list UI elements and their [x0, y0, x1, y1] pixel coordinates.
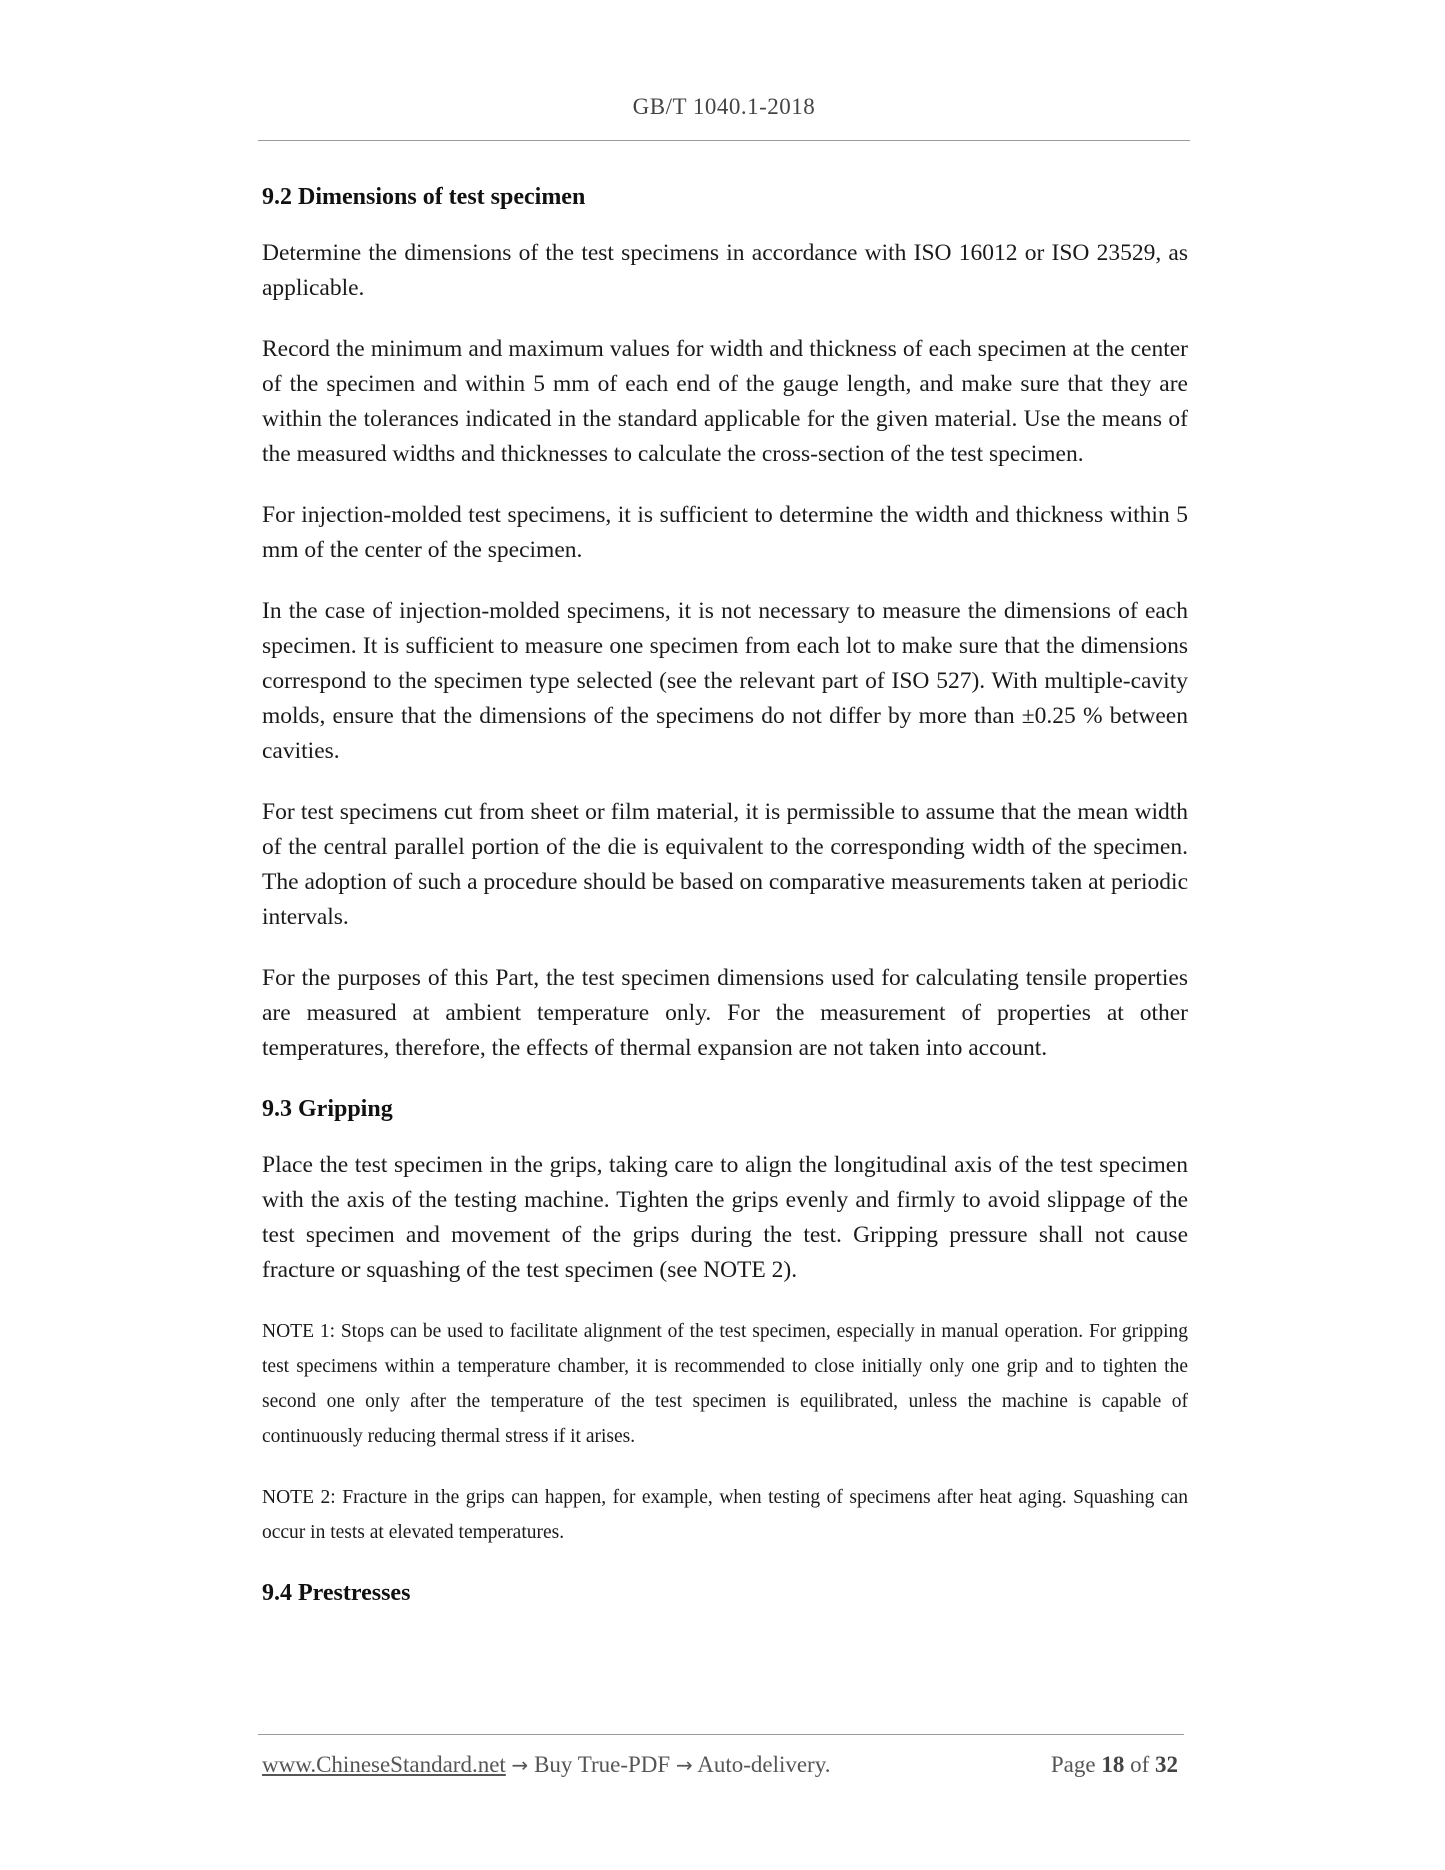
page-word: Page	[1050, 1752, 1096, 1777]
section-heading-9-4: 9.4 Prestresses	[262, 1580, 411, 1606]
page-current: 18	[1101, 1752, 1125, 1777]
footer-promo	[262, 1752, 830, 1778]
document-id: GB/T 1040.1-2018	[632, 94, 816, 119]
note-1: NOTE 1: Stops can be used to facilitate alignment of the test specimen, especially in manual operation. For gripping test specimens within a temperature chamber, it is recommended to close initially only one grip and to tighten the second one only after the temperature of the test specimen is equilibrated, unless the machine is capable of continuously reducing thermal stress if it arises.	[262, 1321, 1188, 1447]
header-divider	[258, 140, 1190, 141]
paragraph: Record the minimum and maximum values for width and thickness of each specimen at the center of the specimen and within 5 mm of each end of the gauge length, and make sure that they are within the tolerances indicated in the standard applicable for the given material. Use the means of the measured widths and thicknesses to calculate the cross-section of the test specimen.	[262, 336, 1188, 467]
paragraph: Place the test specimen in the grips, taking care to align the longitudinal axis of the test specimen with the axis of the testing machine. Tighten the grips evenly and firmly to avoid slippage of the test specimen and movement of the grips during the test. Gripping pressure shall not cause fracture or squashing of the test specimen (see NOTE 2).	[262, 1152, 1188, 1283]
arrow-right-icon: →	[675, 1753, 693, 1777]
page-indicator	[1051, 1752, 1178, 1778]
section-heading-9-2: 9.2 Dimensions of test specimen	[262, 184, 586, 210]
paragraph: Determine the dimensions of the test specimens in accordance with ISO 16012 or ISO 23529, as applicable.	[262, 240, 1188, 301]
paragraph: For test specimens cut from sheet or film material, it is permissible to assume that the mean width of the central parallel portion of the die is equivalent to the corresponding width of the specimen. The adoption of such a procedure should be based on comparative measurements taken at periodic intervals.	[262, 799, 1188, 930]
page-total: 32	[1155, 1752, 1178, 1777]
document-header	[258, 94, 1190, 120]
buy-text: Buy True-PDF	[534, 1752, 671, 1777]
paragraph: In the case of injection-molded specimens, it is not necessary to measure the dimensions of each specimen. It is sufficient to measure one specimen from each lot to make sure that the dimensions correspond to the specimen type selected (see the relevant part of ISO 527). With multiple-cavity molds, ensure that the dimensions of the specimens do not differ by more than ±0.25 % between cavities.	[262, 598, 1188, 764]
delivery-text: Auto-delivery.	[697, 1752, 831, 1777]
paragraph: For injection-molded test specimens, it is sufficient to determine the width and thickness within 5 mm of the center of the specimen.	[262, 502, 1188, 563]
note-2: NOTE 2: Fracture in the grips can happen, for example, when testing of specimens after heat aging. Squashing can occur in tests at elevated temperatures.	[262, 1487, 1188, 1543]
footer-divider	[258, 1734, 1184, 1735]
section-heading-9-3: 9.3 Gripping	[262, 1096, 393, 1122]
of-word: of	[1130, 1752, 1150, 1777]
arrow-right-icon: →	[511, 1753, 529, 1777]
page-body	[262, 180, 1188, 1610]
site-link[interactable]: www.ChineseStandard.net	[262, 1752, 506, 1777]
paragraph: For the purposes of this Part, the test specimen dimensions used for calculating tensile properties are measured at ambient temperature only. For the measurement of properties at other temperatures, therefore, the effects of thermal expansion are not taken into account.	[262, 965, 1188, 1061]
